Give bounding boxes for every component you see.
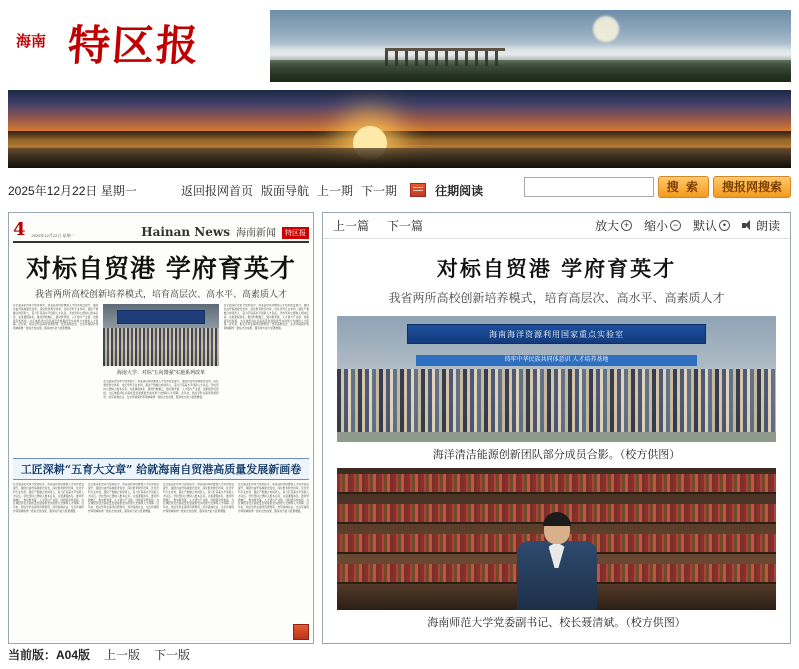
issue-date: 2025年12月22日 星期一 — [8, 183, 137, 198]
zoom-in-button[interactable] — [595, 217, 632, 234]
zoom-out-button[interactable] — [644, 217, 681, 234]
search-area — [524, 176, 791, 198]
masthead — [0, 0, 799, 88]
paper-body-col-3: 在全面深化改革开放进程中，我省高校持续聚焦人才培养质量提升，围绕自由贸易港建设需求，深化教育教学改革，优化学科专业布局，强化产教融合协同育人，着力打造高水平创新人才队伍。学校坚持立德树人根本任务，完善课程体系，推进科教融汇，推动教育链、人才链与产业链、创新链有机衔接，为区域经济社会高质量发展提供坚实的智力支撑和人才保障。近年来，相关学科在海洋资源利用、热带高效农业、生态环境保护等领域取得一批标志性成果，服务地方能力显著增强。 — [223, 304, 309, 331]
sunset-banner-photo — [8, 90, 791, 168]
page-number: 4 — [13, 219, 26, 240]
reader-tools — [595, 217, 780, 234]
dot-icon: • — [719, 220, 730, 231]
article-figure-1 — [337, 316, 776, 462]
paper-photo-caption: 海南大学：对标“五向图强”实施系列改革 — [116, 370, 206, 376]
reset-label: 默认 — [692, 219, 717, 233]
horizon-line — [8, 131, 791, 145]
prev-issue-link[interactable]: 上一期 — [317, 183, 354, 198]
sun-glow — [593, 16, 619, 42]
speaker-icon — [742, 220, 754, 231]
reset-zoom-button[interactable] — [693, 217, 730, 234]
figure-1-caption: 海洋清洁能源创新团队部分成员合影。（校方供图） — [432, 449, 681, 461]
newspaper-page-preview[interactable] — [8, 212, 314, 644]
zoom-in-label: 放大 — [594, 219, 619, 233]
pdf-download-icon[interactable] — [293, 624, 309, 640]
person-hair — [543, 512, 571, 526]
article-reader — [322, 212, 791, 644]
paper-body-b1: 在全面深化改革开放进程中，我省高校持续聚焦人才培养质量提升，围绕自由贸易港建设需求，深化教育教学改革，优化学科专业布局，强化产教融合协同育人，着力打造高水平创新人才队伍。学校坚持立德树人根本任务，完善课程体系，推进科教融汇，推动教育链、人才链与产业链、创新链有机衔接，为区域经济社会高质量发展提供坚实的智力支撑和人才保障。近年来，相关学科在海洋资源利用、热带高效农业、生态环境保护等领域取得一批标志性成果，服务地方能力显著增强。 — [13, 483, 84, 514]
archive-read-link[interactable]: 往期阅读 — [435, 183, 484, 198]
masthead-photo — [270, 10, 791, 82]
prev-page-link[interactable]: 上一版 — [104, 647, 141, 662]
group-photo-image — [337, 316, 776, 442]
paper-photo-column — [103, 304, 218, 454]
article-title: 对标自贸港 学府育英才 — [436, 256, 677, 281]
article-figure-2 — [337, 468, 776, 630]
minus-icon: − — [670, 220, 681, 231]
paper-body-b3: 在全面深化改革开放进程中，我省高校持续聚焦人才培养质量提升，围绕自由贸易港建设需求，深化教育教学改革，优化学科专业布局，强化产教融合协同育人，着力打造高水平创新人才队伍。学校坚持立德树人根本任务，完善课程体系，推进科教融汇，推动教育链、人才链与产业链、创新链有机衔接，为区域经济社会高质量发展提供坚实的智力支撑和人才保障。近年来，相关学科在海洋资源利用、热带高效农业、生态环境保护等领域取得一批标志性成果，服务地方能力显著增强。 — [163, 483, 234, 514]
paper-body-b2: 在全面深化改革开放进程中，我省高校持续聚焦人才培养质量提升，围绕自由贸易港建设需求，深化教育教学改革，优化学科专业布局，强化产教融合协同育人，着力打造高水平创新人才队伍。学校坚持立德树人根本任务，完善课程体系，推进科教融汇，推动教育链、人才链与产业链、创新链有机衔接，为区域经济社会高质量发展提供坚实的智力支撑和人才保障。近年来，相关学科在海洋资源利用、热带高效农业、生态环境保护等领域取得一批标志性成果，服务地方能力显著增强。 — [88, 483, 159, 514]
reader-toolbar — [323, 213, 790, 239]
paper-badge: 特区报 — [282, 227, 309, 239]
paper-section-headline[interactable]: 工匠深耕“五育大文章” 给就海南自贸港高质量发展新画卷 — [13, 458, 309, 480]
paper-preview-footer — [13, 624, 309, 640]
paper-head-meta: 2025年12月22日 星期一 — [31, 233, 75, 239]
group-photo-crowd — [103, 328, 218, 366]
article-subtitle: 我省两所高校创新培养模式，培育高层次、高水平、高素质人才 — [388, 291, 725, 305]
search-input[interactable] — [524, 177, 654, 197]
article-body — [323, 239, 790, 643]
figure-2-caption: 海南师范大学党委副书记、校长聂清斌。（校方供图） — [427, 617, 686, 629]
nav-links — [178, 182, 486, 199]
current-page-label: 当前版：A04版 — [8, 647, 91, 662]
plus-icon: + — [621, 220, 632, 231]
zoom-out-label: 缩小 — [643, 219, 668, 233]
paper-header — [13, 217, 309, 243]
read-aloud-label: 朗读 — [755, 219, 780, 233]
back-home-link[interactable]: 返回报网首页 — [181, 183, 254, 198]
floor-shape — [337, 432, 776, 442]
treeline-shape — [270, 60, 791, 82]
next-page-link[interactable]: 下一版 — [154, 647, 191, 662]
paper-english-title: Hainan News — [141, 225, 230, 239]
read-aloud-button[interactable] — [742, 217, 780, 234]
paper-columns-top — [13, 304, 309, 454]
paper-columns-bottom — [13, 483, 309, 631]
navigation-bar — [8, 174, 791, 206]
photo-banner-shape — [117, 310, 205, 324]
content-area — [8, 212, 791, 644]
foreground-shape — [8, 148, 791, 168]
newspaper-logo[interactable] — [8, 4, 260, 88]
paper-section-name: 海南新闻 — [236, 228, 276, 239]
hall-banner-text-2: 铸牢中华民族共同体意识 人才培养基地 — [416, 355, 697, 366]
logo-title: 特区报 — [66, 21, 202, 70]
next-article-link[interactable]: 下一篇 — [387, 219, 424, 233]
logo-prefix: 海南 — [16, 32, 47, 50]
person-figure — [514, 514, 600, 610]
page-footer — [8, 643, 314, 665]
search-button[interactable]: 搜 索 — [658, 176, 709, 198]
pdf-icon[interactable] — [410, 183, 426, 197]
next-issue-link[interactable]: 下一期 — [361, 183, 398, 198]
prev-article-link[interactable]: 上一篇 — [333, 219, 370, 233]
bookshelf-row-1 — [337, 474, 776, 494]
site-search-button[interactable]: 搜报网搜索 — [713, 176, 791, 198]
paper-body-b4: 在全面深化改革开放进程中，我省高校持续聚焦人才培养质量提升，围绕自由贸易港建设需求，深化教育教学改革，优化学科专业布局，强化产教融合协同育人，着力打造高水平创新人才队伍。学校坚持立德树人根本任务，完善课程体系，推进科教融汇，推动教育链、人才链与产业链、创新链有机衔接，为区域经济社会高质量发展提供坚实的智力支撑和人才保障。近年来，相关学科在海洋资源利用、热带高效农业、生态环境保护等领域取得一批标志性成果，服务地方能力显著增强。 — [238, 483, 309, 514]
paper-subheadline: 我省两所高校创新培养模式，培育高层次、高水平、高素质人才 — [34, 289, 287, 299]
hall-banner-text: 海南海洋资源利用国家重点实验室 — [407, 324, 706, 344]
layout-nav-link[interactable]: 版面导航 — [261, 183, 310, 198]
paper-body-col-2: 在全面深化改革开放进程中，我省高校持续聚焦人才培养质量提升，围绕自由贸易港建设需求，深化教育教学改革，优化学科专业布局，强化产教融合协同育人，着力打造高水平创新人才队伍。学校坚持立德树人根本任务，完善课程体系，推进科教融汇，推动教育链、人才链与产业链、创新链有机衔接，为区域经济社会高质量发展提供坚实的智力支撑和人才保障。近年来，相关学科在海洋资源利用、热带高效农业、生态环境保护等领域取得一批标志性成果，服务地方能力显著增强。 — [103, 380, 219, 399]
paper-photo — [103, 304, 218, 366]
portrait-photo-image — [337, 468, 776, 610]
paper-body-col-1: 在全面深化改革开放进程中，我省高校持续聚焦人才培养质量提升，围绕自由贸易港建设需求，深化教育教学改革，优化学科专业布局，强化产教融合协同育人，着力打造高水平创新人才队伍。学校坚持立德树人根本任务，完善课程体系，推进科教融汇，推动教育链、人才链与产业链、创新链有机衔接，为区域经济社会高质量发展提供坚实的智力支撑和人才保障。近年来，相关学科在海洋资源利用、热带高效农业、生态环境保护等领域取得一批标志性成果，服务地方能力显著增强。 — [13, 304, 99, 331]
paper-headline[interactable]: 对标自贸港 学府育英才 — [26, 254, 296, 283]
